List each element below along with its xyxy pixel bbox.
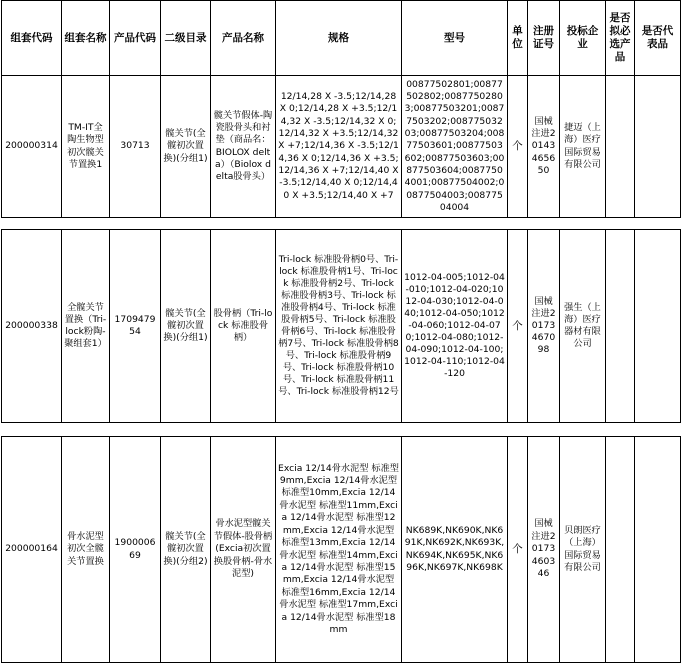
header-row <box>2 1 681 76</box>
header-unit: 单位 <box>508 1 528 76</box>
header-category: 二级目录 <box>161 1 211 76</box>
header-group-code: 组套代码 <box>2 1 62 76</box>
table-row <box>2 76 681 218</box>
cell-model: NK689K,NK690K,NK691K,NK692K,NK693K,NK694K,NK695K,NK696K,NK697K,NK698K <box>402 437 508 663</box>
header-registration: 注册证号 <box>528 1 560 76</box>
cell-group-name: TM-IT全陶生物型初次髋关节置换1 <box>62 76 110 218</box>
cell-category: 髋关节(全髋初次置换)(分组1) <box>161 76 211 218</box>
cell-product-code: 170947954 <box>110 230 161 423</box>
cell-spec: 12/14,28 X -3.5;12/14,28 X 0;12/14,28 X +3.5;12/14,32 X -3.5;12/14,32 X 0;12/14,32 X +3.5;12/14,32 X +7;12/14,36 X -3.5;12/14,36 X 0;12/14,36 X +3.5;12/14,36 X +7;12/14,40 X -3.5;12/14,40 X 0;12/14,40 X +3.5;12/14,40 X +7 <box>276 76 402 218</box>
cell-registration: 国械注进20173467098 <box>528 230 560 423</box>
header-optional: 是否拟必选产品 <box>606 1 635 76</box>
header-company: 投标企业 <box>560 1 606 76</box>
cell-registration: 国械注进20173460346 <box>528 437 560 663</box>
header-product-code: 产品代码 <box>110 1 161 76</box>
cell-unit: 个 <box>508 230 528 423</box>
cell-product-name: 髋关节假体-陶瓷股骨头和衬垫（商品名：BIOLOX delta）（Biolox delta股骨头） <box>211 76 276 218</box>
cell-spec: Tri-lock 标准股骨柄0号、Tri-lock 标准股骨柄1号、Tri-lock 标准股骨柄2号、Tri-lock 标准股骨柄3号、Tri-lock 标准股骨柄4号、Tri-lock 标准股骨柄5号、Tri-lock 标准股骨柄6号、Tri-lock 标准股骨柄7号、Tri-lock 标准股骨柄8号、Tri-lock 标准股骨柄9号、Tri-lock 标准股骨柄10号、Tri-lock 标准股骨柄11号、Tri-lock 标准股骨柄12号 <box>276 230 402 423</box>
cell-representative <box>635 76 681 218</box>
cell-spec: Excia 12/14骨水泥型 标准型9mm,Excia 12/14骨水泥型 标准型10mm,Excia 12/14骨水泥型 标准型11mm,Excia 12/14骨水泥型 标准型12mm,Excia 12/14骨水泥型 标准型13mm,Excia 12/14骨水泥型 标准型14mm,Excia 12/14骨水泥型 标准型15mm,Excia 12/14骨水泥型 标准型16mm,Excia 12/14骨水泥型 标准型17mm,Excia 12/14骨水泥型 标准型18mm <box>276 437 402 663</box>
cell-registration: 国械注进20143465650 <box>528 76 560 218</box>
table-row <box>2 437 681 663</box>
header-model: 型号 <box>402 1 508 76</box>
cell-product-name: 股骨柄（Tri-lock 标准股骨柄） <box>211 230 276 423</box>
cell-model: 00877502801;00877502802;00877502803;00877503201;00877503202;00877503203;00877503204;00877503601;00877503602;00877503603;00877503604;00877504001;00877504002;00877504003;00877504004 <box>402 76 508 218</box>
header-representative: 是否代表品 <box>635 1 681 76</box>
cell-group-code: 200000338 <box>2 230 62 423</box>
cell-group-name: 骨水泥型初次全髋关节置换 <box>62 437 110 663</box>
cell-product-code: 190000669 <box>110 437 161 663</box>
cell-representative <box>635 437 681 663</box>
cell-unit: 个 <box>508 76 528 218</box>
cell-company: 贝朗医疗（上海）国际贸易有限公司 <box>560 437 606 663</box>
cell-category: 髋关节(全髋初次置换)(分组1) <box>161 230 211 423</box>
cell-group-name: 全髋关节置换（Tri-lock粉陶-聚组套1） <box>62 230 110 423</box>
cell-product-code: 30713 <box>110 76 161 218</box>
cell-company: 捷迈（上海）医疗国际贸易有限公司 <box>560 76 606 218</box>
table-row <box>2 230 681 423</box>
cell-category: 髋关节(全髋初次置换)(分组2) <box>161 437 211 663</box>
cell-model: 1012-04-005;1012-04-010;1012-04-020;1012-04-030;1012-04-040;1012-04-050;1012-04-060;1012-04-070;1012-04-080;1012-04-090;1012-04-100;1012-04-110;1012-04-120 <box>402 230 508 423</box>
cell-group-code: 200000314 <box>2 76 62 218</box>
cell-product-name: 骨水泥型髋关节假体-股骨柄(Excia初次置换股骨柄-骨水泥型) <box>211 437 276 663</box>
row-block-2 <box>1 229 681 423</box>
cell-optional <box>606 437 635 663</box>
header-group-name: 组套名称 <box>62 1 110 76</box>
header-spec: 规格 <box>276 1 402 76</box>
header-product-name: 产品名称 <box>211 1 276 76</box>
cell-optional <box>606 230 635 423</box>
cell-group-code: 200000164 <box>2 437 62 663</box>
cell-company: 强生（上海）医疗器材有限公司 <box>560 230 606 423</box>
row-block-1 <box>1 75 681 218</box>
row-block-3 <box>1 436 681 663</box>
cell-unit: 个 <box>508 437 528 663</box>
cell-optional <box>606 76 635 218</box>
header-table <box>1 0 681 76</box>
cell-representative <box>635 230 681 423</box>
